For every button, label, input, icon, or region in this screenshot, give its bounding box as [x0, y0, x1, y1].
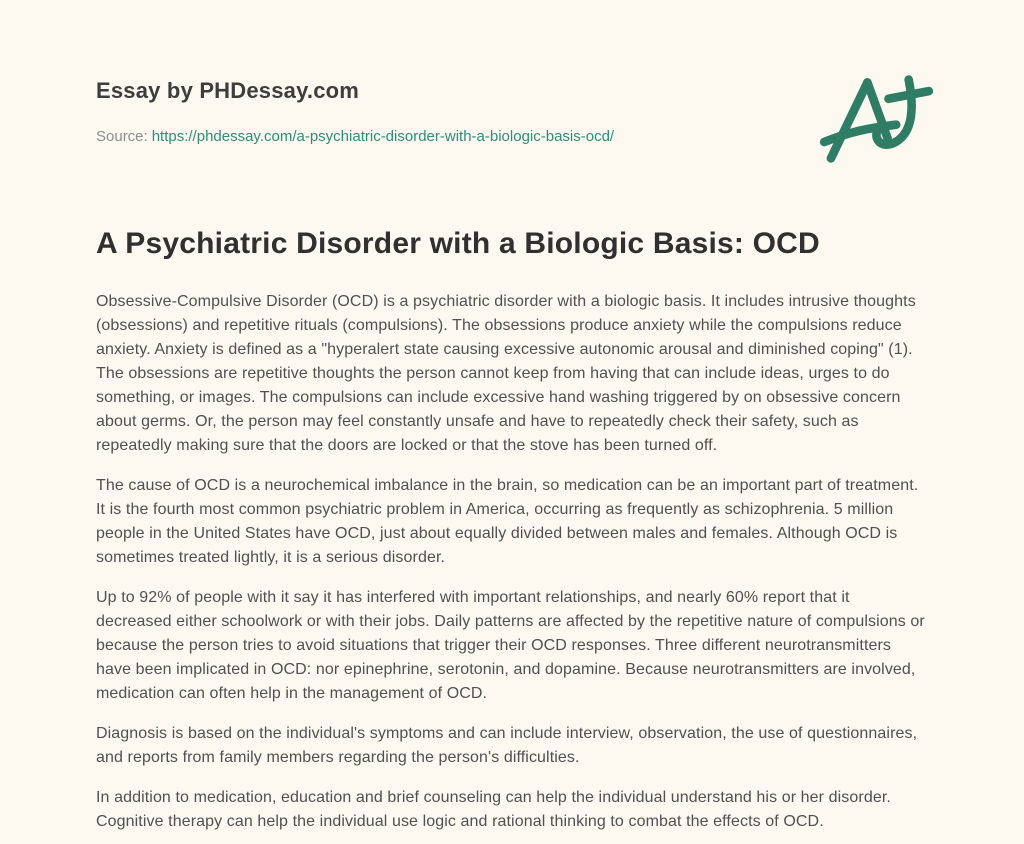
a-plus-logo-icon — [818, 70, 936, 166]
page-header — [96, 78, 928, 145]
site-title: Essay by PHDessay.com — [96, 78, 360, 103]
article-paragraph: Diagnosis is based on the individual's symptoms and can include interview, observation, the use of questionnaires, and reports from family members regarding the person's difficulties. — [96, 724, 918, 766]
article-title: A Psychiatric Disorder with a Biologic Basis: OCD — [96, 227, 820, 260]
article-paragraph: Obsessive-Compulsive Disorder (OCD) is a psychiatric disorder with a biologic basis. It includes intrusive thoughts (obsessions) and repetitive rituals (compulsions). The obsessions produce anxiety while the compulsions reduce anxiety. Anxiety is defined as a "hyperalert state causing excessive autonomic arousal and diminished coping" (1). The obsessions are repetitive thoughts the person cannot keep from having that can include ideas, urges to do something, or images. The compulsions can include excessive hand washing triggered by on obsessive concern about germs. Or, the person may feel constantly unsafe and have to repeatedly check their safety, such as repeatedly making sure that the doors are locked or that the stove has been turned off. — [96, 292, 916, 454]
article-paragraph: Up to 92% of people with it say it has interfered with important relationships, and nearly 60% report that it decreased either schoolwork or with their jobs. Daily patterns are affected by the repetitive nature of compulsions or because the person tries to avoid situations that trigger their OCD responses. Three different neurotransmitters have been implicated in OCD: nor epinephrine, serotonin, and dopamine. Because neurotransmitters are involved, medication can often help in the management of OCD. — [96, 588, 925, 702]
article-paragraph: In addition to medication, education and brief counseling can help the individual understand his or her disorder. Cognitive therapy can help the individual use logic and rational thinking to combat the effects of OCD. — [96, 788, 891, 830]
article-paragraph: The cause of OCD is a neurochemical imbalance in the brain, so medication can be an important part of treatment. It is the fourth most common psychiatric problem in America, occurring as frequently as schizophrenia. 5 million people in the United States have OCD, just about equally divided between males and females. Although OCD is sometimes treated lightly, it is a serious disorder. — [96, 476, 919, 566]
source-label: Source: — [96, 128, 148, 145]
article-body — [96, 290, 928, 834]
source-url-link[interactable]: https://phdessay.com/a-psychiatric-disorder-with-a-biologic-basis-ocd/ — [151, 128, 615, 145]
source-line — [96, 128, 928, 145]
